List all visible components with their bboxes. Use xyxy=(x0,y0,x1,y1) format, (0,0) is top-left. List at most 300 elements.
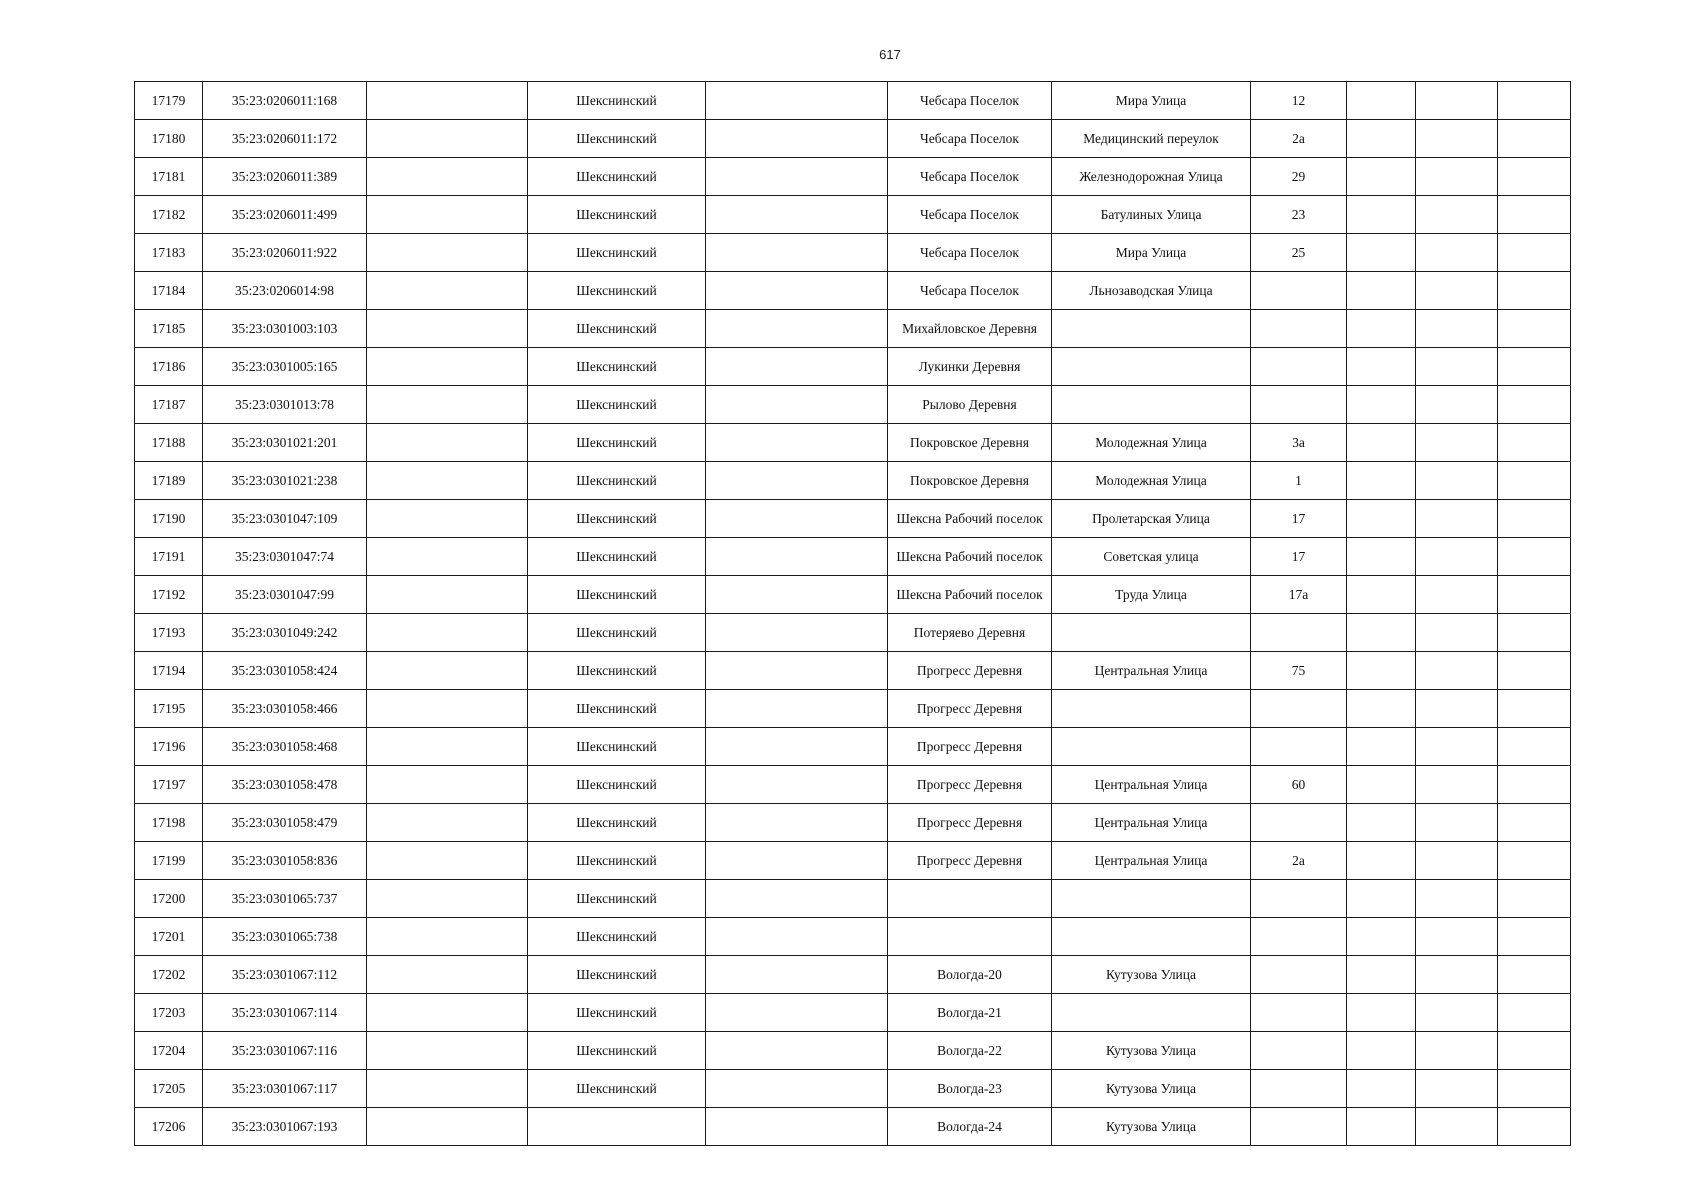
empty-col-10-cell xyxy=(1416,804,1498,842)
street-cell: Молодежная Улица xyxy=(1052,462,1251,500)
empty-col-5-cell xyxy=(706,272,888,310)
empty-col-5-cell xyxy=(706,1108,888,1146)
street-cell: Пролетарская Улица xyxy=(1052,500,1251,538)
settlement-cell: Рылово Деревня xyxy=(888,386,1052,424)
cadastral-number-cell: 35:23:0206011:172 xyxy=(203,120,367,158)
empty-col-9-cell xyxy=(1347,728,1416,766)
cadastral-number-cell: 35:23:0301058:468 xyxy=(203,728,367,766)
empty-col-3-cell xyxy=(367,766,528,804)
district-cell: Шекснинский xyxy=(528,120,706,158)
cadastral-number-cell: 35:23:0301058:479 xyxy=(203,804,367,842)
table-row xyxy=(135,462,1571,500)
cadastral-number-cell: 35:23:0301021:238 xyxy=(203,462,367,500)
street-cell: Батулиных Улица xyxy=(1052,196,1251,234)
empty-col-11-cell xyxy=(1498,82,1571,120)
empty-col-9-cell xyxy=(1347,196,1416,234)
row-number-cell: 17198 xyxy=(135,804,203,842)
cadastral-number-cell: 35:23:0301067:117 xyxy=(203,1070,367,1108)
empty-col-9-cell xyxy=(1347,614,1416,652)
empty-col-10-cell xyxy=(1416,690,1498,728)
empty-col-3-cell xyxy=(367,462,528,500)
district-cell: Шекснинский xyxy=(528,956,706,994)
settlement-cell: Прогресс Деревня xyxy=(888,728,1052,766)
empty-col-11-cell xyxy=(1498,576,1571,614)
empty-col-9-cell xyxy=(1347,1032,1416,1070)
street-cell xyxy=(1052,994,1251,1032)
empty-col-10-cell xyxy=(1416,956,1498,994)
district-cell: Шекснинский xyxy=(528,424,706,462)
district-cell: Шекснинский xyxy=(528,462,706,500)
empty-col-10-cell xyxy=(1416,1032,1498,1070)
street-cell xyxy=(1052,918,1251,956)
empty-col-10-cell xyxy=(1416,462,1498,500)
empty-col-5-cell xyxy=(706,918,888,956)
empty-col-5-cell xyxy=(706,728,888,766)
row-number-cell: 17196 xyxy=(135,728,203,766)
empty-col-10-cell xyxy=(1416,652,1498,690)
empty-col-5-cell xyxy=(706,1070,888,1108)
district-cell: Шекснинский xyxy=(528,386,706,424)
empty-col-5-cell xyxy=(706,766,888,804)
empty-col-9-cell xyxy=(1347,766,1416,804)
empty-col-5-cell xyxy=(706,500,888,538)
empty-col-11-cell xyxy=(1498,614,1571,652)
empty-col-10-cell xyxy=(1416,348,1498,386)
empty-col-5-cell xyxy=(706,1032,888,1070)
empty-col-5-cell xyxy=(706,310,888,348)
settlement-cell: Прогресс Деревня xyxy=(888,842,1052,880)
house-number-cell: 2а xyxy=(1251,842,1347,880)
empty-col-11-cell xyxy=(1498,538,1571,576)
empty-col-5-cell xyxy=(706,652,888,690)
table-row xyxy=(135,234,1571,272)
street-cell: Центральная Улица xyxy=(1052,804,1251,842)
row-number-cell: 17185 xyxy=(135,310,203,348)
street-cell: Труда Улица xyxy=(1052,576,1251,614)
house-number-cell: 25 xyxy=(1251,234,1347,272)
empty-col-5-cell xyxy=(706,994,888,1032)
cadastral-number-cell: 35:23:0301067:112 xyxy=(203,956,367,994)
empty-col-11-cell xyxy=(1498,462,1571,500)
empty-col-11-cell xyxy=(1498,918,1571,956)
empty-col-11-cell xyxy=(1498,424,1571,462)
cadastral-number-cell: 35:23:0301058:836 xyxy=(203,842,367,880)
empty-col-3-cell xyxy=(367,272,528,310)
house-number-cell: 23 xyxy=(1251,196,1347,234)
settlement-cell: Покровское Деревня xyxy=(888,462,1052,500)
empty-col-3-cell xyxy=(367,728,528,766)
house-number-cell: 17 xyxy=(1251,500,1347,538)
table-row xyxy=(135,614,1571,652)
table-row xyxy=(135,804,1571,842)
empty-col-5-cell xyxy=(706,120,888,158)
house-number-cell: 17а xyxy=(1251,576,1347,614)
empty-col-3-cell xyxy=(367,348,528,386)
house-number-cell: 12 xyxy=(1251,82,1347,120)
empty-col-10-cell xyxy=(1416,1070,1498,1108)
empty-col-9-cell xyxy=(1347,348,1416,386)
street-cell xyxy=(1052,386,1251,424)
row-number-cell: 17187 xyxy=(135,386,203,424)
empty-col-11-cell xyxy=(1498,766,1571,804)
table-row xyxy=(135,310,1571,348)
empty-col-3-cell xyxy=(367,880,528,918)
empty-col-10-cell xyxy=(1416,842,1498,880)
empty-col-9-cell xyxy=(1347,310,1416,348)
empty-col-3-cell xyxy=(367,994,528,1032)
district-cell: Шекснинский xyxy=(528,500,706,538)
row-number-cell: 17195 xyxy=(135,690,203,728)
settlement-cell: Прогресс Деревня xyxy=(888,804,1052,842)
cadastral-number-cell: 35:23:0301067:116 xyxy=(203,1032,367,1070)
house-number-cell xyxy=(1251,310,1347,348)
empty-col-9-cell xyxy=(1347,690,1416,728)
empty-col-10-cell xyxy=(1416,918,1498,956)
row-number-cell: 17199 xyxy=(135,842,203,880)
empty-col-5-cell xyxy=(706,348,888,386)
table-row xyxy=(135,576,1571,614)
row-number-cell: 17201 xyxy=(135,918,203,956)
empty-col-5-cell xyxy=(706,880,888,918)
cadastral-number-cell: 35:23:0301013:78 xyxy=(203,386,367,424)
settlement-cell: Чебсара Поселок xyxy=(888,158,1052,196)
street-cell: Советская улица xyxy=(1052,538,1251,576)
cadastral-number-cell: 35:23:0301058:424 xyxy=(203,652,367,690)
empty-col-3-cell xyxy=(367,1070,528,1108)
empty-col-10-cell xyxy=(1416,310,1498,348)
row-number-cell: 17183 xyxy=(135,234,203,272)
empty-col-9-cell xyxy=(1347,120,1416,158)
cadastral-number-cell: 35:23:0206011:389 xyxy=(203,158,367,196)
empty-col-11-cell xyxy=(1498,310,1571,348)
empty-col-3-cell xyxy=(367,804,528,842)
empty-col-11-cell xyxy=(1498,500,1571,538)
empty-col-3-cell xyxy=(367,424,528,462)
empty-col-11-cell xyxy=(1498,196,1571,234)
house-number-cell xyxy=(1251,690,1347,728)
settlement-cell: Чебсара Поселок xyxy=(888,82,1052,120)
empty-col-5-cell xyxy=(706,234,888,272)
empty-col-10-cell xyxy=(1416,158,1498,196)
house-number-cell: 2а xyxy=(1251,120,1347,158)
empty-col-9-cell xyxy=(1347,82,1416,120)
cadastral-number-cell: 35:23:0206011:922 xyxy=(203,234,367,272)
house-number-cell: 3а xyxy=(1251,424,1347,462)
house-number-cell xyxy=(1251,1108,1347,1146)
street-cell: Центральная Улица xyxy=(1052,842,1251,880)
table-row xyxy=(135,386,1571,424)
street-cell xyxy=(1052,348,1251,386)
empty-col-5-cell xyxy=(706,538,888,576)
empty-col-9-cell xyxy=(1347,842,1416,880)
empty-col-5-cell xyxy=(706,842,888,880)
street-cell xyxy=(1052,614,1251,652)
street-cell: Кутузова Улица xyxy=(1052,1108,1251,1146)
cadastral-number-cell: 35:23:0301058:466 xyxy=(203,690,367,728)
empty-col-9-cell xyxy=(1347,880,1416,918)
empty-col-3-cell xyxy=(367,234,528,272)
empty-col-3-cell xyxy=(367,120,528,158)
cadastral-number-cell: 35:23:0206011:168 xyxy=(203,82,367,120)
cadastral-number-cell: 35:23:0301003:103 xyxy=(203,310,367,348)
empty-col-10-cell xyxy=(1416,386,1498,424)
table-row xyxy=(135,1070,1571,1108)
page-number: 617 xyxy=(879,47,901,62)
empty-col-11-cell xyxy=(1498,652,1571,690)
street-cell xyxy=(1052,880,1251,918)
table-row xyxy=(135,196,1571,234)
empty-col-3-cell xyxy=(367,1032,528,1070)
empty-col-10-cell xyxy=(1416,1108,1498,1146)
settlement-cell: Потеряево Деревня xyxy=(888,614,1052,652)
district-cell: Шекснинский xyxy=(528,1032,706,1070)
settlement-cell: Вологда-21 xyxy=(888,994,1052,1032)
street-cell: Молодежная Улица xyxy=(1052,424,1251,462)
cadastral-number-cell: 35:23:0301067:114 xyxy=(203,994,367,1032)
empty-col-10-cell xyxy=(1416,576,1498,614)
empty-col-5-cell xyxy=(706,576,888,614)
empty-col-9-cell xyxy=(1347,424,1416,462)
settlement-cell xyxy=(888,880,1052,918)
row-number-cell: 17194 xyxy=(135,652,203,690)
district-cell: Шекснинский xyxy=(528,804,706,842)
empty-col-3-cell xyxy=(367,1108,528,1146)
table-row xyxy=(135,424,1571,462)
empty-col-9-cell xyxy=(1347,386,1416,424)
street-cell: Кутузова Улица xyxy=(1052,1070,1251,1108)
settlement-cell: Покровское Деревня xyxy=(888,424,1052,462)
empty-col-3-cell xyxy=(367,500,528,538)
empty-col-3-cell xyxy=(367,196,528,234)
settlement-cell: Шексна Рабочий поселок xyxy=(888,576,1052,614)
empty-col-5-cell xyxy=(706,462,888,500)
row-number-cell: 17203 xyxy=(135,994,203,1032)
empty-col-11-cell xyxy=(1498,880,1571,918)
street-cell: Центральная Улица xyxy=(1052,652,1251,690)
empty-col-10-cell xyxy=(1416,728,1498,766)
empty-col-5-cell xyxy=(706,424,888,462)
empty-col-9-cell xyxy=(1347,804,1416,842)
settlement-cell: Прогресс Деревня xyxy=(888,766,1052,804)
district-cell: Шекснинский xyxy=(528,690,706,728)
house-number-cell xyxy=(1251,918,1347,956)
table-row xyxy=(135,272,1571,310)
empty-col-11-cell xyxy=(1498,386,1571,424)
house-number-cell: 29 xyxy=(1251,158,1347,196)
empty-col-9-cell xyxy=(1347,956,1416,994)
cadastral-number-cell: 35:23:0206011:499 xyxy=(203,196,367,234)
street-cell: Кутузова Улица xyxy=(1052,956,1251,994)
row-number-cell: 17186 xyxy=(135,348,203,386)
house-number-cell xyxy=(1251,386,1347,424)
row-number-cell: 17184 xyxy=(135,272,203,310)
row-number-cell: 17191 xyxy=(135,538,203,576)
empty-col-3-cell xyxy=(367,310,528,348)
empty-col-11-cell xyxy=(1498,348,1571,386)
settlement-cell: Вологда-23 xyxy=(888,1070,1052,1108)
row-number-cell: 17182 xyxy=(135,196,203,234)
table-row xyxy=(135,956,1571,994)
house-number-cell: 75 xyxy=(1251,652,1347,690)
house-number-cell xyxy=(1251,1032,1347,1070)
empty-col-11-cell xyxy=(1498,1070,1571,1108)
empty-col-10-cell xyxy=(1416,272,1498,310)
empty-col-9-cell xyxy=(1347,918,1416,956)
row-number-cell: 17202 xyxy=(135,956,203,994)
settlement-cell: Чебсара Поселок xyxy=(888,120,1052,158)
street-cell: Мира Улица xyxy=(1052,82,1251,120)
empty-col-5-cell xyxy=(706,614,888,652)
table-row xyxy=(135,766,1571,804)
empty-col-11-cell xyxy=(1498,1032,1571,1070)
settlement-cell: Лукинки Деревня xyxy=(888,348,1052,386)
table-row xyxy=(135,120,1571,158)
settlement-cell: Чебсара Поселок xyxy=(888,196,1052,234)
settlement-cell: Прогресс Деревня xyxy=(888,690,1052,728)
empty-col-9-cell xyxy=(1347,576,1416,614)
house-number-cell xyxy=(1251,804,1347,842)
empty-col-3-cell xyxy=(367,614,528,652)
settlement-cell: Вологда-22 xyxy=(888,1032,1052,1070)
district-cell: Шекснинский xyxy=(528,158,706,196)
empty-col-10-cell xyxy=(1416,82,1498,120)
empty-col-5-cell xyxy=(706,196,888,234)
row-number-cell: 17179 xyxy=(135,82,203,120)
table-row xyxy=(135,994,1571,1032)
district-cell: Шекснинский xyxy=(528,310,706,348)
empty-col-10-cell xyxy=(1416,538,1498,576)
table-row xyxy=(135,652,1571,690)
empty-col-9-cell xyxy=(1347,538,1416,576)
district-cell: Шекснинский xyxy=(528,842,706,880)
table-row xyxy=(135,690,1571,728)
row-number-cell: 17193 xyxy=(135,614,203,652)
row-number-cell: 17206 xyxy=(135,1108,203,1146)
empty-col-3-cell xyxy=(367,576,528,614)
empty-col-9-cell xyxy=(1347,994,1416,1032)
cadastral-number-cell: 35:23:0301058:478 xyxy=(203,766,367,804)
table-row xyxy=(135,880,1571,918)
district-cell: Шекснинский xyxy=(528,918,706,956)
street-cell: Льнозаводская Улица xyxy=(1052,272,1251,310)
house-number-cell xyxy=(1251,994,1347,1032)
table-row xyxy=(135,842,1571,880)
settlement-cell: Чебсара Поселок xyxy=(888,234,1052,272)
row-number-cell: 17180 xyxy=(135,120,203,158)
street-cell: Центральная Улица xyxy=(1052,766,1251,804)
settlement-cell: Чебсара Поселок xyxy=(888,272,1052,310)
house-number-cell: 17 xyxy=(1251,538,1347,576)
empty-col-5-cell xyxy=(706,82,888,120)
empty-col-10-cell xyxy=(1416,766,1498,804)
empty-col-10-cell xyxy=(1416,234,1498,272)
settlement-cell: Михайловское Деревня xyxy=(888,310,1052,348)
table-body xyxy=(135,82,1571,1146)
row-number-cell: 17188 xyxy=(135,424,203,462)
district-cell: Шекснинский xyxy=(528,994,706,1032)
empty-col-11-cell xyxy=(1498,234,1571,272)
district-cell xyxy=(528,1108,706,1146)
cadastral-number-cell: 35:23:0301065:737 xyxy=(203,880,367,918)
empty-col-3-cell xyxy=(367,956,528,994)
empty-col-10-cell xyxy=(1416,424,1498,462)
empty-col-10-cell xyxy=(1416,880,1498,918)
cadastral-number-cell: 35:23:0301047:74 xyxy=(203,538,367,576)
empty-col-3-cell xyxy=(367,652,528,690)
cadastral-number-cell: 35:23:0301067:193 xyxy=(203,1108,367,1146)
district-cell: Шекснинский xyxy=(528,1070,706,1108)
house-number-cell xyxy=(1251,1070,1347,1108)
empty-col-3-cell xyxy=(367,158,528,196)
street-cell: Железнодорожная Улица xyxy=(1052,158,1251,196)
district-cell: Шекснинский xyxy=(528,82,706,120)
house-number-cell: 1 xyxy=(1251,462,1347,500)
cadastral-number-cell: 35:23:0301047:109 xyxy=(203,500,367,538)
cadastral-number-cell: 35:23:0301065:738 xyxy=(203,918,367,956)
empty-col-9-cell xyxy=(1347,652,1416,690)
empty-col-10-cell xyxy=(1416,500,1498,538)
row-number-cell: 17200 xyxy=(135,880,203,918)
row-number-cell: 17205 xyxy=(135,1070,203,1108)
district-cell: Шекснинский xyxy=(528,614,706,652)
district-cell: Шекснинский xyxy=(528,234,706,272)
empty-col-11-cell xyxy=(1498,272,1571,310)
row-number-cell: 17190 xyxy=(135,500,203,538)
district-cell: Шекснинский xyxy=(528,272,706,310)
district-cell: Шекснинский xyxy=(528,348,706,386)
table-row xyxy=(135,1032,1571,1070)
empty-col-3-cell xyxy=(367,690,528,728)
empty-col-11-cell xyxy=(1498,994,1571,1032)
street-cell: Медицинский переулок xyxy=(1052,120,1251,158)
settlement-cell xyxy=(888,918,1052,956)
table-row xyxy=(135,348,1571,386)
empty-col-9-cell xyxy=(1347,462,1416,500)
empty-col-3-cell xyxy=(367,538,528,576)
district-cell: Шекснинский xyxy=(528,576,706,614)
table-row xyxy=(135,728,1571,766)
empty-col-9-cell xyxy=(1347,1108,1416,1146)
empty-col-5-cell xyxy=(706,386,888,424)
row-number-cell: 17192 xyxy=(135,576,203,614)
empty-col-11-cell xyxy=(1498,728,1571,766)
district-cell: Шекснинский xyxy=(528,652,706,690)
street-cell xyxy=(1052,728,1251,766)
empty-col-5-cell xyxy=(706,158,888,196)
house-number-cell xyxy=(1251,880,1347,918)
empty-col-11-cell xyxy=(1498,158,1571,196)
empty-col-11-cell xyxy=(1498,1108,1571,1146)
empty-col-10-cell xyxy=(1416,994,1498,1032)
empty-col-10-cell xyxy=(1416,120,1498,158)
empty-col-9-cell xyxy=(1347,500,1416,538)
cadastral-number-cell: 35:23:0301047:99 xyxy=(203,576,367,614)
cadastral-number-cell: 35:23:0301049:242 xyxy=(203,614,367,652)
house-number-cell xyxy=(1251,956,1347,994)
house-number-cell xyxy=(1251,614,1347,652)
district-cell: Шекснинский xyxy=(528,538,706,576)
empty-col-9-cell xyxy=(1347,272,1416,310)
house-number-cell xyxy=(1251,348,1347,386)
empty-col-11-cell xyxy=(1498,842,1571,880)
empty-col-10-cell xyxy=(1416,196,1498,234)
table-row xyxy=(135,82,1571,120)
empty-col-3-cell xyxy=(367,918,528,956)
settlement-cell: Шексна Рабочий поселок xyxy=(888,500,1052,538)
settlement-cell: Вологда-20 xyxy=(888,956,1052,994)
settlement-cell: Вологда-24 xyxy=(888,1108,1052,1146)
empty-col-3-cell xyxy=(367,386,528,424)
